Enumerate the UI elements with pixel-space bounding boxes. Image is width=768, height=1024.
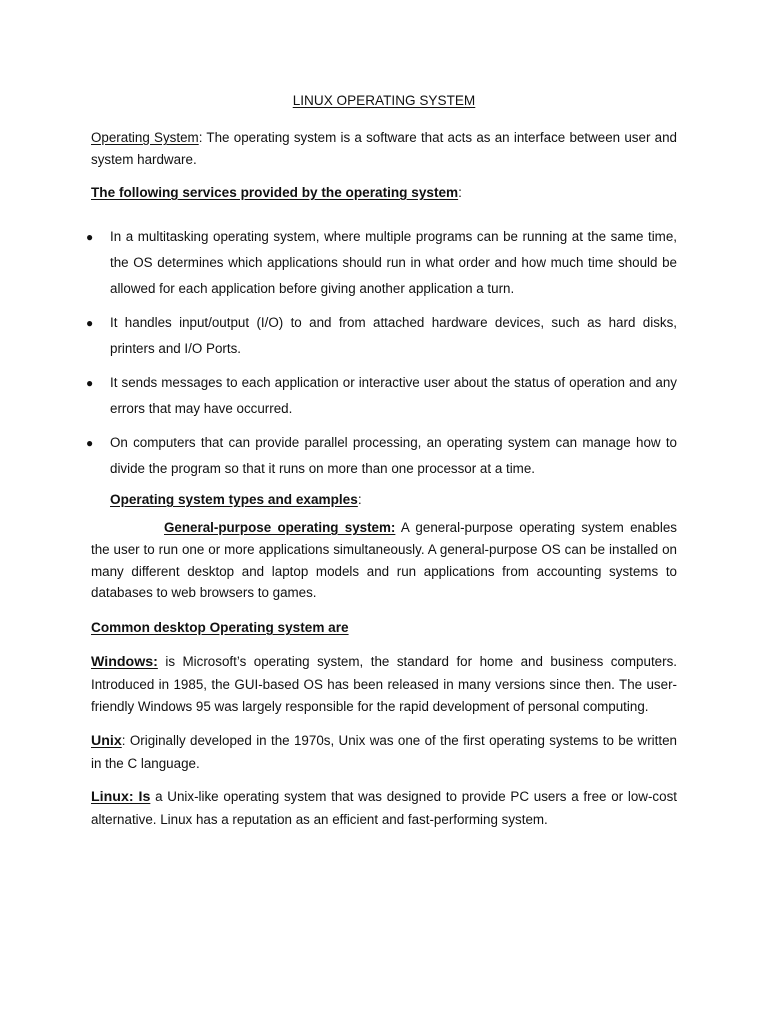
unix-term: Unix xyxy=(91,733,122,749)
general-purpose-text: A general-purpose operating system enables the user to run one or more applications simultaneously. A general-purpose OS can be installed on many different desktop and laptop models and run applications from accounting systems to databases to web browsers to games. xyxy=(91,520,677,601)
list-item-text: On computers that can provide parallel processing, an operating system can manage how to divide the program so that it runs on more than one processor at a time. xyxy=(110,435,677,476)
document-title: LINUX OPERATING SYSTEM xyxy=(292,93,476,108)
list-item-text: It handles input/output (I/O) to and from attached hardware devices, such as hard disks, printers and I/O Ports. xyxy=(110,315,677,356)
list-item-text: In a multitasking operating system, where multiple programs can be running at the same time, the OS determines which applications should run in what order and how much time should be allowed for each application before giving another application a turn. xyxy=(110,229,677,296)
list-item xyxy=(86,370,677,422)
bullet-icon: ● xyxy=(86,316,94,330)
general-purpose-term: General-purpose operating system: xyxy=(164,520,396,535)
bullet-icon: ● xyxy=(86,230,94,244)
windows-text: is Microsoft’s operating system, the standard for home and business computers. Introduced in 1985, the GUI-based OS has been released in many versions since then. The user-friendly Windows 95 was largely responsible for the rapid development of personal computing. xyxy=(91,654,677,714)
os-definition-term: Operating System xyxy=(91,130,199,145)
types-heading-text: Operating system types and examples xyxy=(110,492,358,507)
os-definition-text: : The operating system is a software that acts as an interface between user and system hardware. xyxy=(91,130,677,167)
general-purpose-paragraph xyxy=(91,517,677,604)
list-item xyxy=(86,310,677,362)
windows-paragraph xyxy=(91,651,677,717)
common-desktop-heading-text: Common desktop Operating system are xyxy=(91,620,349,635)
types-heading-suffix: : xyxy=(357,492,362,507)
bullet-icon: ● xyxy=(86,436,94,450)
bullet-icon: ● xyxy=(86,376,94,390)
common-desktop-heading xyxy=(91,618,677,638)
services-heading xyxy=(91,183,677,203)
services-heading-suffix: : xyxy=(458,185,462,200)
linux-text: a Unix-like operating system that was designed to provide PC users a free or low-cost alternative. Linux has a reputation as an efficient and fast-performing system. xyxy=(91,789,677,827)
unix-text: : Originally developed in the 1970s, Unix was one of the first operating systems to be written in the C language. xyxy=(91,733,677,771)
linux-term: Linux: Is xyxy=(91,789,151,805)
types-heading xyxy=(110,490,696,510)
list-item xyxy=(86,224,677,302)
list-item-text: It sends messages to each application or interactive user about the status of operation and any errors that may have occurred. xyxy=(110,375,677,416)
services-heading-text: The following services provided by the operating system xyxy=(91,185,459,200)
services-list xyxy=(86,224,677,490)
os-definition-paragraph xyxy=(91,127,677,171)
linux-paragraph xyxy=(91,786,677,831)
windows-term: Windows: xyxy=(91,654,158,670)
list-item xyxy=(86,430,677,482)
unix-paragraph xyxy=(91,730,677,775)
